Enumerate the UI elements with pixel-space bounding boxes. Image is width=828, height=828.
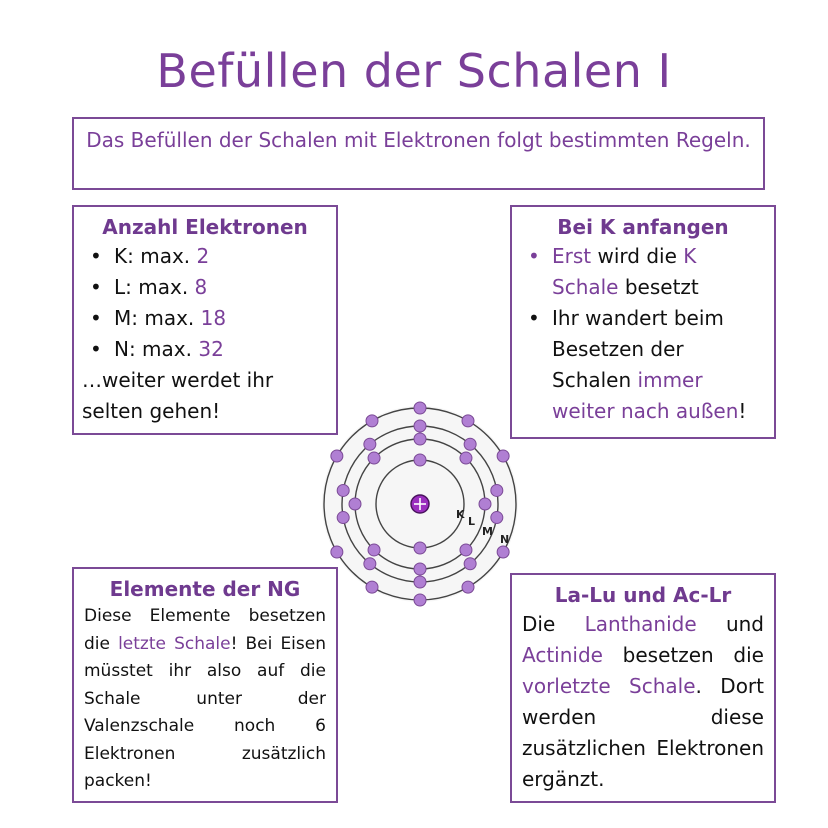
intro-box	[72, 117, 765, 190]
elemente-ng-box	[72, 567, 338, 803]
electron	[414, 563, 426, 575]
elem-heading: Elemente der NG	[109, 577, 301, 601]
electron	[414, 542, 426, 554]
electron	[368, 452, 380, 464]
anzahl-elektronen-box	[72, 205, 338, 435]
shell-label-m: M	[482, 525, 493, 538]
electron	[462, 581, 474, 593]
page-title: Befüllen der Schalen I	[156, 44, 672, 98]
electron	[414, 454, 426, 466]
electron	[364, 558, 376, 570]
lalu-text: Die Lanthanide und Actinide besetzen die vorletzte Schale. Dort werden diese zusätzlichen Elektronen ergänzt.	[522, 612, 764, 791]
electron	[497, 450, 509, 462]
la-lu-ac-lr-box	[510, 573, 776, 803]
list-item: • L: max. 8	[82, 272, 328, 303]
electron	[414, 402, 426, 414]
electron	[337, 484, 349, 496]
electron	[414, 576, 426, 588]
electron	[337, 512, 349, 524]
electron	[497, 546, 509, 558]
electron	[479, 498, 491, 510]
electron	[414, 420, 426, 432]
anzahl-footer: …weiter werdet ihr selten gehen!	[82, 368, 274, 423]
electron	[491, 484, 503, 496]
electron	[414, 433, 426, 445]
list-item: • Ihr wandert beim Besetzen der Schalen immer weiter nach außen!	[520, 303, 766, 427]
list-item: • K: max. 2	[82, 241, 328, 272]
intro-text: Das Befüllen der Schalen mit Elektronen folgt bestimmten Regeln.	[86, 128, 751, 152]
electron	[366, 415, 378, 427]
electron	[331, 450, 343, 462]
electron	[491, 512, 503, 524]
electron	[460, 452, 472, 464]
electron	[368, 544, 380, 556]
electron	[464, 438, 476, 450]
electron	[331, 546, 343, 558]
shell-label-l: L	[468, 515, 476, 528]
bei-heading: Bei K anfangen	[557, 215, 729, 239]
elem-text: Diese Elemente besetzen die letzte Schale! Bei Eisen müsstet ihr also auf die Schale unter der Valenzschale noch 6 Elektronen zusätzlich packen!	[84, 606, 326, 791]
electron	[366, 581, 378, 593]
bei-list	[520, 241, 766, 427]
electron	[462, 415, 474, 427]
electron	[349, 498, 361, 510]
list-item: • M: max. 18	[82, 303, 328, 334]
lalu-heading: La-Lu und Ac-Lr	[554, 583, 732, 607]
list-item: • Erst wird die K Schale besetzt	[520, 241, 766, 303]
electron	[364, 438, 376, 450]
electron	[464, 558, 476, 570]
electron	[460, 544, 472, 556]
shell-label-k: K	[456, 508, 465, 521]
bei-k-anfangen-box	[510, 205, 776, 439]
shell-label-n: N	[500, 533, 510, 546]
electron	[414, 594, 426, 606]
atom-shell-diagram	[320, 398, 520, 610]
anzahl-heading: Anzahl Elektronen	[102, 215, 308, 239]
list-item: • N: max. 32	[82, 334, 328, 365]
shell-capacity-list	[82, 241, 328, 365]
